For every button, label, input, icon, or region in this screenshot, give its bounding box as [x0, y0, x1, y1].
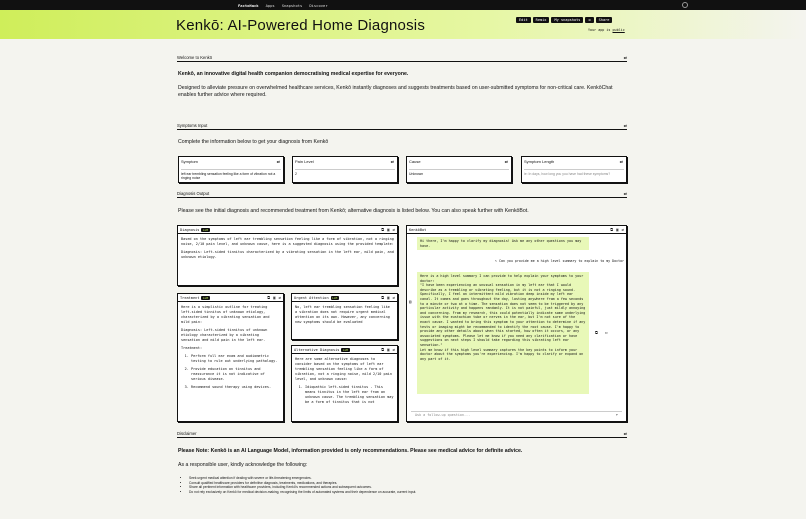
pain-level-input[interactable]: 2: [295, 169, 395, 176]
list-item: 3. Recommend sound therapy using devices.: [191, 385, 280, 390]
expand-icon[interactable]: ▣: [387, 295, 390, 300]
cause-label: Cause: [409, 159, 421, 164]
list-item: • Seek urgent medical attention if dealing with severe or life-threatening emergencies.: [189, 476, 416, 481]
treatment-title: Treatment: [180, 295, 200, 300]
llm-badge: LLM: [342, 347, 348, 352]
settings-icon[interactable]: ⇄: [621, 227, 624, 232]
welcome-section-header[interactable]: [177, 54, 627, 62]
expand-icon[interactable]: ▣: [387, 227, 390, 232]
kenkobot-chat: [406, 225, 627, 422]
copy-icon[interactable]: ⧉: [381, 347, 385, 352]
symptom-field[interactable]: [178, 156, 284, 183]
pain-level-field[interactable]: [292, 156, 398, 183]
symptoms-instruction: Complete the information below to get your diagnosis from Kenkō: [178, 139, 329, 145]
user-message-text: Can you provide me a high level summary to explain to my Doctor: [499, 259, 625, 263]
bot-greeting-message: Hi there, I'm happy to clarify my diagnosis! Ask me any other questions you may have.: [417, 237, 589, 250]
edit-icon[interactable]: ⇄: [504, 159, 508, 164]
visibility-link[interactable]: public: [612, 28, 625, 32]
bot-reply-message: Here is a high level summary I can provide to help explain your symptoms to your doctor: "I have been experiencing an unusual sensation in my left ear that I would describe as a trembling or vibrating feeling, but it is not a ringing sound. Specifically, I feel an intermittent mild vibration deep inside my left ear canal. It comes and goes throughout the day, lasting anywhere from a few seconds to a minute or two at a time. The sensation does not seem to be triggered by any particular activity and happens randomly. It is not painful, just mildly annoying and concerning. From my research, this could potentially indicate some underlying issue with the eustachian tube or nerves in the ear, but I'm not sure of the exact cause. I wanted to bring this symptom to your attention to determine if any tests or imaging might be recommended to identify the root cause. I'm happy to provide any other details about when this started, how often it occurs, or any associated symptoms. Please let me know if you need any clarification or have suggestions on next steps I should take regarding this vibrating left ear sensation." Let me know if this high level summary captures the key points to inform your doctor about the symptoms you're experiencing. I'm happy to clarify or expand on any part of it.: [417, 272, 589, 394]
diagnosis-text-2: Diagnosis: Left-sided tinnitus characterized by a vibrating sensation in the left ear, mild pain, and unknown etiology.: [181, 250, 394, 259]
settings-button[interactable]: ⚙: [585, 17, 593, 23]
github-icon[interactable]: [682, 2, 688, 8]
treatment-card: [177, 293, 284, 422]
nav-link-discover[interactable]: Discover: [309, 2, 328, 8]
settings-icon[interactable]: ⇄: [623, 191, 627, 196]
brand-logo[interactable]: FactoHack: [238, 2, 259, 8]
edit-icon[interactable]: ✎: [495, 259, 497, 263]
settings-icon[interactable]: ⇄: [392, 295, 395, 300]
disclaimer-section-header[interactable]: [177, 430, 627, 438]
visibility-prefix: Your app is: [588, 28, 613, 32]
cause-field[interactable]: [406, 156, 512, 183]
disclaimer-heading: Disclaimer: [177, 431, 197, 436]
share-button[interactable]: Share: [596, 17, 613, 23]
cause-input[interactable]: Unknown: [409, 169, 509, 176]
output-heading: Diagnosis Output: [177, 191, 210, 196]
edit-icon[interactable]: ⇄: [390, 159, 394, 164]
alternative-text: Here are some alternative diagnoses to consider based on the symptoms of left ear trembling sensation feeling like a form of vibration, not a ringing noise, mild 2/10 pain level, and unknown cause:: [295, 357, 392, 381]
pain-level-label: Pain Level: [295, 159, 314, 164]
remix-button[interactable]: Remix: [533, 17, 550, 23]
follow-up-placeholder: Ask a follow-up question...: [415, 413, 471, 417]
symptom-length-label: Symptom Length: [524, 159, 555, 164]
list-item: • Share all pertinent information with healthcare providers, including Kenkō's recommended actions and subsequent outcomes.: [189, 485, 416, 490]
urgent-title: Urgent Attention: [294, 295, 329, 300]
page-title: Kenkō: AI-Powered Home Diagnosis: [176, 17, 426, 34]
list-item: 1. Idiopathic left-sided tinnitus - This means tinnitus in the left ear from an unknown cause. The trembling sensation may be a form of tinnitus that is not: [305, 385, 394, 405]
edit-button[interactable]: Edit: [516, 17, 531, 23]
settings-icon[interactable]: ⇄: [623, 55, 627, 60]
expand-icon[interactable]: ▣: [273, 295, 276, 300]
welcome-body: Designed to alleviate pressure on overwhelmed healthcare services, Kenkō instantly diagnoses and suggests treatments based on user-submitted symptoms for non-critical care. KenkōChat enables further advice where required.: [178, 85, 613, 98]
treatment-text-3: Treatment:: [181, 346, 203, 350]
my-snapshots-button[interactable]: My snapshots: [551, 17, 583, 23]
nav-link-apps[interactable]: Apps: [265, 2, 275, 8]
treatment-text-2: Diagnosis: Left-sided tinnitus of unknown etiology characterized by a vibrating sensation and mild pain in the left ear.: [181, 328, 268, 342]
diagnosis-title: Diagnosis: [180, 227, 200, 232]
treatment-text-1: Here is a simplistic outline for treating left-sided tinnitus of unknown etiology, characterized by a vibrating sensation and mild pain:: [181, 305, 270, 324]
welcome-heading: Welcome to Kenkō: [177, 55, 213, 60]
alternative-title: Alternative Diagnosis: [294, 347, 340, 352]
copy-icon[interactable]: ⧉: [267, 295, 271, 300]
output-section-header[interactable]: [177, 190, 627, 198]
top-nav: [0, 0, 806, 10]
edit-icon[interactable]: ⇄: [276, 159, 280, 164]
symptoms-heading: Symptoms Input: [177, 123, 208, 128]
expand-icon[interactable]: ▣: [616, 227, 619, 232]
diagnosis-card: [177, 225, 398, 286]
llm-badge: LLM: [202, 295, 209, 300]
kenkobot-title: KenkōBot: [409, 227, 427, 232]
nav-link-snapshots[interactable]: Snapshots: [281, 2, 303, 8]
copy-icon[interactable]: ⧉: [381, 227, 385, 232]
visibility-note: [588, 28, 625, 32]
edit-icon[interactable]: ⇄: [619, 159, 623, 164]
alternative-diagnosis-card: [291, 345, 398, 422]
symptoms-section-header[interactable]: [177, 122, 627, 130]
urgent-text: No, left ear trembling sensation feeling like a vibration does not require urgent medical attention on its own. However, any concerning new symptoms should be evaluated: [295, 305, 390, 324]
copy-icon[interactable]: ⧉: [610, 227, 614, 232]
symptom-length-input[interactable]: ie: In days, how long you you have had these symptoms?: [524, 169, 624, 176]
llm-badge: LLM: [332, 295, 338, 300]
llm-badge: LLM: [202, 227, 209, 232]
settings-icon[interactable]: ⇄: [392, 347, 395, 352]
disclaimer-lead: As a responsible user, kindly acknowledge the following:: [178, 462, 308, 468]
urgent-attention-card: [291, 293, 398, 340]
settings-icon[interactable]: ⇄: [623, 123, 627, 128]
symptom-label: Symptom: [181, 159, 198, 164]
expand-icon[interactable]: ▣: [387, 347, 390, 352]
welcome-tagline: Kenkō, an innovative digital health companion democratising medical expertise for everyone.: [178, 71, 409, 77]
diagnosis-text-1: Based on the symptoms of left ear trembling sensation feeling like a form of vibration, not a ringing noise, 2/10 pain level, and unknown cause, here is a suggested diagnosis using the provided template:: [181, 237, 394, 246]
send-icon[interactable]: ➤: [615, 413, 618, 417]
output-intro: Please see the initial diagnosis and recommended treatment from Kenkō; alternative diagnosis is listed below. You can also speak further with KenkōBot.: [178, 208, 529, 214]
list-item: • Consult qualified healthcare providers for definitive diagnosis, treatments, medications, and therapies.: [189, 481, 416, 486]
disclaimer-note: Please Note: Kenkō is an AI Language Model, information provided is only recommendations. Please see medical advice for definite advice.: [178, 448, 523, 454]
list-item: 2. Provide education on tinnitus and reassurance it is not indicative of serious disease.: [191, 367, 280, 382]
regenerate-icon[interactable]: ▭: [605, 330, 608, 335]
copy-icon[interactable]: ⧉: [595, 330, 598, 335]
list-item: • Do not rely exclusively on Kenkō for medical decision-making, recognising the limits of automated systems and their dependence on accurate, current input.: [189, 490, 416, 495]
settings-icon[interactable]: ⇄: [278, 295, 281, 300]
app-header: [0, 10, 806, 39]
list-item: 1. Perform full ear exam and audiometric testing to rule out underlying pathology.: [191, 354, 280, 364]
bot-avatar-icon: ▤: [409, 299, 412, 304]
disclaimer-list: [189, 476, 416, 494]
settings-icon[interactable]: ⇄: [392, 227, 395, 232]
symptom-input[interactable]: left ear trembling sensation feeling like a form of vibration not a ringing noise: [181, 169, 281, 180]
follow-up-input[interactable]: [411, 411, 622, 418]
user-message: [495, 259, 624, 263]
symptom-length-field[interactable]: [521, 156, 627, 183]
settings-icon[interactable]: ⇄: [623, 431, 627, 436]
copy-icon[interactable]: ⧉: [381, 295, 385, 300]
